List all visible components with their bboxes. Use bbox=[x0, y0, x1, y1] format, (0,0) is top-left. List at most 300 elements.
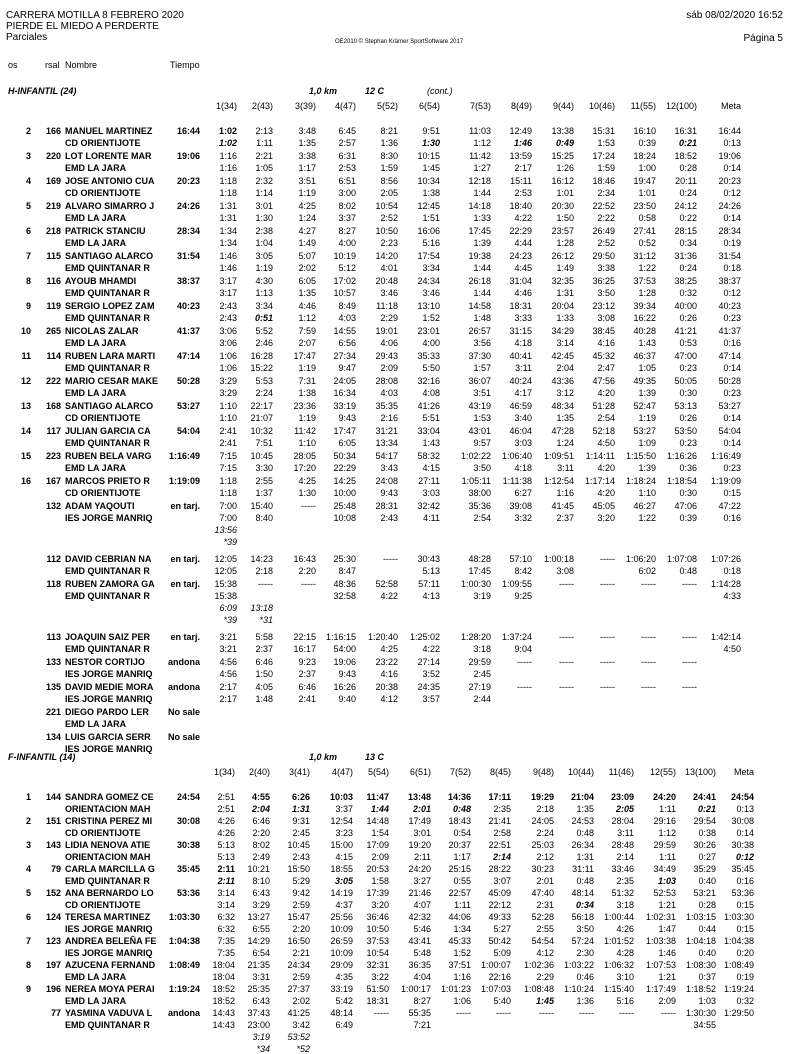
split-time: 3:56 bbox=[473, 338, 491, 348]
cumulative-time: 2:38 bbox=[255, 226, 273, 236]
cumulative-time: 33:19 bbox=[333, 401, 356, 411]
split-time: 1:01 bbox=[556, 188, 574, 198]
split-time: 1:59 bbox=[380, 163, 398, 173]
cumulative-time: ----- bbox=[539, 1008, 554, 1018]
runner-name: DAVID CEBRIAN NA bbox=[65, 554, 152, 564]
split-time: 0:26 bbox=[679, 313, 697, 323]
split-time: 1:18 bbox=[219, 188, 237, 198]
cumulative-time: 23:36 bbox=[293, 401, 316, 411]
split-time: 0:30 bbox=[679, 488, 697, 498]
split-time: 1:24 bbox=[556, 438, 574, 448]
cumulative-time: 40:41 bbox=[509, 351, 532, 361]
col-header-name: Nombre bbox=[65, 60, 98, 70]
cumulative-time: 48:14 bbox=[330, 1008, 353, 1018]
split-time: 4:13 bbox=[422, 591, 440, 601]
split-time: 34:55 bbox=[693, 1020, 716, 1030]
cumulative-time: ----- bbox=[682, 579, 697, 589]
extra-punch: *52 bbox=[296, 1044, 310, 1054]
split-time: 2:59 bbox=[292, 900, 310, 910]
split-time: 38:00 bbox=[468, 488, 491, 498]
split-time: 1:11 bbox=[454, 900, 471, 910]
split-time: 1:30 bbox=[298, 488, 316, 498]
cumulative-time: 38:25 bbox=[674, 276, 697, 286]
split-time: 2:01 bbox=[412, 804, 431, 814]
cumulative-time: 22:51 bbox=[488, 840, 511, 850]
runner-name: SANTIAGO ALARCO bbox=[65, 251, 154, 261]
split-time: 2:43 bbox=[219, 313, 237, 323]
cumulative-time: 1:03:22 bbox=[563, 960, 594, 970]
split-time: 0:15 bbox=[736, 924, 754, 934]
cumulative-time: ----- bbox=[641, 682, 656, 692]
split-time: 0:19 bbox=[736, 972, 754, 982]
cumulative-time: 6:43 bbox=[252, 888, 270, 898]
cumulative-time: 20:11 bbox=[675, 176, 697, 186]
split-time: 5:46 bbox=[413, 924, 431, 934]
split-time: 3:08 bbox=[597, 313, 615, 323]
position: 9 bbox=[25, 301, 31, 311]
split-time: 2:35 bbox=[616, 876, 634, 886]
split-time: 1:37 bbox=[255, 488, 273, 498]
split-time: 4:15 bbox=[335, 852, 353, 862]
split-time: 0:12 bbox=[723, 188, 741, 198]
split-time: 0:58 bbox=[638, 213, 656, 223]
cumulative-time: 42:32 bbox=[408, 912, 431, 922]
split-time: 0:34 bbox=[575, 900, 594, 910]
club-name: EMD LA JARA bbox=[65, 996, 127, 1006]
cumulative-time: 1:06:20 bbox=[625, 554, 656, 564]
split-time: 1:04 bbox=[255, 238, 273, 248]
split-time: 4:18 bbox=[514, 463, 532, 473]
split-time: 3:27 bbox=[413, 876, 431, 886]
cumulative-time: ----- bbox=[641, 579, 656, 589]
course-length: 1,0 km bbox=[309, 86, 338, 96]
cumulative-time: 10:32 bbox=[250, 426, 273, 436]
cumulative-time: 10:45 bbox=[287, 840, 310, 850]
page-number: Página 5 bbox=[743, 33, 783, 44]
split-time: 0:48 bbox=[576, 876, 594, 886]
control-header: 10(44) bbox=[567, 767, 594, 777]
club-name: EMD LA JARA bbox=[65, 163, 127, 173]
split-time: 3:08 bbox=[556, 566, 574, 576]
split-time: 4:12 bbox=[536, 948, 554, 958]
split-time: 1:35 bbox=[298, 138, 316, 148]
split-time: 18:52 bbox=[212, 996, 235, 1006]
cumulative-time: 3:06 bbox=[219, 326, 237, 336]
continued-label: (cont.) bbox=[427, 86, 453, 96]
runner-name: LOT LORENTE MAR bbox=[65, 151, 152, 161]
course-climb: 12 C bbox=[365, 86, 385, 96]
bib-number: 168 bbox=[45, 401, 61, 411]
split-time: 10:09 bbox=[330, 948, 353, 958]
cumulative-time: 13:10 bbox=[417, 301, 440, 311]
split-time: 1:57 bbox=[473, 363, 491, 373]
split-time: 1:16 bbox=[556, 488, 574, 498]
split-time: 3:06 bbox=[219, 338, 237, 348]
race-time: 31:54 bbox=[176, 251, 200, 261]
cumulative-time: 7:15 bbox=[219, 451, 237, 461]
split-time: 2:51 bbox=[217, 804, 235, 814]
control-header: 1(34) bbox=[215, 101, 237, 111]
split-time: 0:26 bbox=[679, 413, 697, 423]
bib-number: 132 bbox=[45, 501, 61, 511]
cumulative-time: 27:34 bbox=[333, 351, 356, 361]
cumulative-time: 28:15 bbox=[674, 226, 697, 236]
split-time: 0:14 bbox=[736, 828, 754, 838]
split-time: 1:11 bbox=[659, 852, 676, 862]
split-time: 3:11 bbox=[515, 363, 532, 373]
cumulative-time: 46:59 bbox=[509, 401, 532, 411]
runner-name: MARCOS PRIETO R bbox=[65, 476, 150, 486]
cumulative-time: 23:57 bbox=[551, 226, 574, 236]
cumulative-time: 48:14 bbox=[571, 888, 594, 898]
cumulative-time: 10:15 bbox=[417, 151, 440, 161]
position: 5 bbox=[25, 201, 31, 211]
split-time: 0:18 bbox=[723, 263, 741, 273]
split-time: 0:53 bbox=[679, 338, 697, 348]
split-time: 2:02 bbox=[292, 996, 310, 1006]
cumulative-time: 46:37 bbox=[633, 351, 656, 361]
split-time: 3:29 bbox=[252, 900, 270, 910]
control-header: 9(44) bbox=[552, 101, 574, 111]
runner-name: DAVID MEDIE MORA bbox=[65, 682, 154, 692]
split-time: 4:18 bbox=[514, 338, 532, 348]
cumulative-time: 36:35 bbox=[408, 960, 431, 970]
cumulative-time: 25:03 bbox=[531, 840, 554, 850]
split-time: 1:10 bbox=[298, 438, 316, 448]
club-name: CD ORIENTIJOTE bbox=[65, 488, 141, 498]
cumulative-time: 14:25 bbox=[333, 476, 356, 486]
split-time: 2:43 bbox=[292, 852, 310, 862]
split-time: 1:36 bbox=[576, 996, 594, 1006]
cumulative-time: 51:28 bbox=[592, 401, 615, 411]
split-time: 2:30 bbox=[576, 948, 594, 958]
cumulative-time: 33:04 bbox=[417, 426, 440, 436]
control-header: 8(49) bbox=[510, 101, 532, 111]
split-time: 3:20 bbox=[597, 513, 615, 523]
position: 5 bbox=[25, 888, 31, 898]
position: 11 bbox=[21, 351, 31, 361]
cumulative-time: 17:45 bbox=[468, 226, 491, 236]
split-time: 1:24 bbox=[298, 213, 316, 223]
split-time: 0:46 bbox=[576, 972, 594, 982]
split-time: 4:35 bbox=[335, 972, 353, 982]
race-time: 30:08 bbox=[176, 816, 200, 826]
cumulative-time: 47:00 bbox=[674, 351, 697, 361]
split-time: 2:43 bbox=[380, 513, 398, 523]
cumulative-time: 1:00:07 bbox=[480, 960, 511, 970]
extra-punch: *31 bbox=[259, 615, 273, 625]
split-time: 1:39 bbox=[473, 238, 491, 248]
cumulative-time: 7:35 bbox=[217, 936, 235, 946]
cumulative-time: 37:51 bbox=[448, 960, 471, 970]
split-time: 2:20 bbox=[252, 828, 270, 838]
split-time: 8:47 bbox=[338, 566, 356, 576]
cumulative-time: 19:20 bbox=[408, 840, 431, 850]
cumulative-time: 33:19 bbox=[330, 984, 353, 994]
cumulative-time: 22:15 bbox=[293, 632, 316, 642]
cumulative-time: 1:00:30 bbox=[460, 579, 491, 589]
race-time: 24:26 bbox=[176, 201, 200, 211]
split-time: 10:09 bbox=[330, 924, 353, 934]
race-time: 41:37 bbox=[176, 326, 200, 336]
split-time: 10:57 bbox=[333, 288, 356, 298]
split-time: 6:55 bbox=[252, 924, 270, 934]
split-time: 1:19 bbox=[298, 363, 316, 373]
position: 8 bbox=[25, 276, 31, 286]
cumulative-time: 8:56 bbox=[380, 176, 398, 186]
split-time: 6:43 bbox=[252, 996, 270, 1006]
split-time: 1:34 bbox=[453, 924, 471, 934]
cumulative-time: ----- bbox=[301, 579, 316, 589]
cumulative-time: 2:55 bbox=[255, 476, 273, 486]
race-time: 47:14 bbox=[176, 351, 200, 361]
cumulative-time: 47:56 bbox=[592, 376, 615, 386]
cumulative-time: 9:51 bbox=[422, 126, 440, 136]
bib-number: 166 bbox=[45, 126, 61, 136]
club-name: CD ORIENTIJOTE bbox=[65, 828, 141, 838]
cumulative-time: 28:08 bbox=[375, 376, 398, 386]
race-time: andona bbox=[167, 657, 200, 667]
runner-name: RUBEN LARA MARTI bbox=[65, 351, 156, 361]
split-time: 0:40 bbox=[698, 948, 716, 958]
split-time: 4:07 bbox=[413, 900, 431, 910]
split-time: 1:52 bbox=[422, 313, 440, 323]
position: 2 bbox=[25, 126, 31, 136]
bib-number: 119 bbox=[46, 301, 61, 311]
cumulative-time: 2:51 bbox=[217, 792, 235, 802]
split-time: 0:48 bbox=[576, 828, 594, 838]
cumulative-time: 3:05 bbox=[255, 251, 273, 261]
control-header: 1(34) bbox=[213, 767, 235, 777]
club-name: EMD LA JARA bbox=[65, 238, 127, 248]
cumulative-time: ----- bbox=[258, 579, 273, 589]
cumulative-time: 20:37 bbox=[448, 840, 471, 850]
cumulative-time: 40:24 bbox=[509, 376, 532, 386]
split-time: 3:20 bbox=[371, 900, 389, 910]
cumulative-time: 47:28 bbox=[551, 426, 574, 436]
split-time: 0:12 bbox=[723, 288, 741, 298]
cumulative-time: 30:43 bbox=[417, 554, 440, 564]
cumulative-time: 53:13 bbox=[674, 401, 697, 411]
split-time: 5:42 bbox=[335, 996, 353, 1006]
extra-punch: 3:19 bbox=[252, 1032, 270, 1042]
cumulative-time: 5:52 bbox=[255, 326, 273, 336]
runner-name: AZUCENA FERNAND bbox=[65, 960, 156, 970]
cumulative-time: 28:04 bbox=[611, 816, 634, 826]
split-time: 3:29 bbox=[219, 388, 237, 398]
bib-number: 220 bbox=[45, 151, 61, 161]
cumulative-time: 50:05 bbox=[674, 376, 697, 386]
split-time: 3:37 bbox=[338, 213, 356, 223]
split-time: 1:31 bbox=[576, 852, 594, 862]
cumulative-time: 31:11 bbox=[572, 864, 594, 874]
split-time: 0:34 bbox=[679, 238, 697, 248]
cumulative-time: 6:45 bbox=[338, 126, 356, 136]
cumulative-time: 49:35 bbox=[633, 376, 656, 386]
cumulative-time: 36:25 bbox=[592, 276, 615, 286]
cumulative-time: 1:03:38 bbox=[645, 936, 676, 946]
cumulative-time: 1:06:40 bbox=[501, 451, 532, 461]
cumulative-time: 24:05 bbox=[531, 816, 554, 826]
cumulative-time: 40:23 bbox=[718, 301, 741, 311]
cumulative-time: ----- bbox=[641, 632, 656, 642]
cumulative-time: 27:11 bbox=[418, 476, 440, 486]
cumulative-time: 37:53 bbox=[366, 936, 389, 946]
race-time: 1:04:38 bbox=[168, 936, 200, 946]
cumulative-time: 21:41 bbox=[488, 816, 511, 826]
cumulative-time: 1:10:24 bbox=[563, 984, 594, 994]
split-time: 3:46 bbox=[380, 288, 398, 298]
cumulative-time: 1:02:31 bbox=[645, 912, 676, 922]
cumulative-time: 40:28 bbox=[633, 326, 656, 336]
col-header-time: Tiempo bbox=[170, 60, 200, 70]
runner-name: JOSE ANTONIO CUA bbox=[65, 176, 155, 186]
cumulative-time: ----- bbox=[301, 501, 316, 511]
split-time: 7:21 bbox=[413, 1020, 431, 1030]
cumulative-time: 25:30 bbox=[333, 554, 356, 564]
cumulative-time: 52:53 bbox=[653, 888, 676, 898]
col-header-pos: os bbox=[8, 60, 18, 70]
cumulative-time: 23:50 bbox=[633, 201, 656, 211]
cumulative-time: 15:50 bbox=[287, 864, 310, 874]
cumulative-time: 24:20 bbox=[652, 792, 676, 802]
split-time: 2:20 bbox=[292, 924, 310, 934]
cumulative-time: 14:48 bbox=[366, 816, 389, 826]
cumulative-time: 1:08:48 bbox=[523, 984, 554, 994]
cumulative-time: 16:26 bbox=[333, 682, 356, 692]
split-time: 0:37 bbox=[698, 972, 716, 982]
cumulative-time: 56:18 bbox=[571, 912, 594, 922]
split-time: 3:51 bbox=[473, 388, 491, 398]
split-time: 4:12 bbox=[380, 694, 398, 704]
cumulative-time: 26:57 bbox=[468, 326, 491, 336]
event-subtitle: PIERDE EL MIEDO A PERDERTE bbox=[6, 21, 159, 32]
cumulative-time: 17:11 bbox=[488, 792, 511, 802]
control-header: 4(47) bbox=[334, 101, 356, 111]
bib-number: 265 bbox=[45, 326, 61, 336]
cumulative-time: 16:28 bbox=[250, 351, 273, 361]
split-time: 32:58 bbox=[333, 591, 356, 601]
split-time: 2:24 bbox=[536, 828, 554, 838]
cumulative-time: 12:05 bbox=[214, 554, 237, 564]
split-time: 2:55 bbox=[536, 924, 554, 934]
split-time: 0:48 bbox=[452, 804, 471, 814]
cumulative-time: 17:49 bbox=[408, 816, 431, 826]
split-time: 22:12 bbox=[488, 900, 511, 910]
runner-name: LIDIA NENOVA ATIE bbox=[65, 840, 151, 850]
split-time: 1:10 bbox=[638, 488, 656, 498]
cumulative-time: 15:00 bbox=[330, 840, 353, 850]
position: 10 bbox=[20, 326, 31, 336]
cumulative-time: ----- bbox=[496, 1008, 511, 1018]
cumulative-time: 40:00 bbox=[674, 301, 697, 311]
cumulative-time: 15:38 bbox=[214, 579, 237, 589]
cumulative-time: 39:08 bbox=[509, 501, 532, 511]
split-time: 14:43 bbox=[212, 1020, 235, 1030]
split-time: 6:56 bbox=[338, 338, 356, 348]
extra-punch: 53:52 bbox=[287, 1032, 310, 1042]
cumulative-time: 6:46 bbox=[298, 682, 316, 692]
split-time: 1:59 bbox=[597, 163, 615, 173]
split-time: 1:45 bbox=[422, 163, 440, 173]
position: 3 bbox=[25, 151, 31, 161]
runner-name: RUBEN BELA VARG bbox=[65, 451, 152, 461]
split-time: 0:14 bbox=[723, 413, 741, 423]
split-time: 1:06 bbox=[453, 996, 471, 1006]
split-time: 1:35 bbox=[556, 413, 574, 423]
split-time: 0:16 bbox=[723, 338, 741, 348]
split-time: 1:06 bbox=[219, 363, 237, 373]
cumulative-time: 1:09:51 bbox=[543, 451, 574, 461]
cumulative-time: 1:20:40 bbox=[367, 632, 398, 642]
split-time: 1:12 bbox=[658, 828, 676, 838]
split-time: 0:14 bbox=[723, 213, 741, 223]
cumulative-time: 6:32 bbox=[217, 912, 235, 922]
cumulative-time: ----- bbox=[661, 1008, 676, 1018]
split-time: 0:13 bbox=[736, 804, 754, 814]
cumulative-time: 2:17 bbox=[219, 682, 237, 692]
split-time: 3:57 bbox=[422, 694, 440, 704]
cumulative-time: 41:37 bbox=[718, 326, 741, 336]
cumulative-time: 53:36 bbox=[731, 888, 754, 898]
cumulative-time: 22:29 bbox=[509, 226, 532, 236]
cumulative-time: 52:28 bbox=[531, 912, 554, 922]
cumulative-time: 2:41 bbox=[219, 426, 237, 436]
cumulative-time: 14:43 bbox=[212, 1008, 235, 1018]
split-time: 2:14 bbox=[616, 852, 634, 862]
cumulative-time: ----- bbox=[600, 579, 615, 589]
cumulative-time: 29:59 bbox=[468, 657, 491, 667]
cumulative-time: 38:37 bbox=[718, 276, 741, 286]
split-time: 3:18 bbox=[473, 644, 491, 654]
split-time: 5:27 bbox=[493, 924, 511, 934]
split-time: 2:37 bbox=[556, 513, 574, 523]
cumulative-time: 2:32 bbox=[255, 176, 273, 186]
cumulative-time: 1:12:54 bbox=[543, 476, 574, 486]
cumulative-time: 2:13 bbox=[255, 126, 273, 136]
cumulative-time: 24:26 bbox=[718, 201, 741, 211]
split-time: 1:17 bbox=[298, 163, 316, 173]
runner-name: JOAQUIN SAIZ PER bbox=[65, 632, 151, 642]
split-time: 3:23 bbox=[335, 828, 353, 838]
split-time: 2:29 bbox=[380, 313, 398, 323]
control-header: Meta bbox=[733, 767, 754, 777]
cumulative-time: 5:07 bbox=[298, 251, 316, 261]
cumulative-time: 14:20 bbox=[375, 251, 398, 261]
split-time: 0:14 bbox=[723, 163, 741, 173]
bib-number: 222 bbox=[45, 376, 61, 386]
split-time: 4:11 bbox=[423, 513, 440, 523]
col-header-dorsal: rsal bbox=[45, 60, 60, 70]
control-header: 8(45) bbox=[489, 767, 511, 777]
split-time: 1:54 bbox=[371, 828, 389, 838]
cumulative-time: 14:18 bbox=[468, 201, 491, 211]
cumulative-time: 28:34 bbox=[718, 226, 741, 236]
cumulative-time: ----- bbox=[600, 554, 615, 564]
cumulative-time: 4:25 bbox=[298, 201, 316, 211]
cumulative-time: 15:25 bbox=[551, 151, 574, 161]
split-time: 0:39 bbox=[679, 513, 697, 523]
cumulative-time: 1:03:15 bbox=[685, 912, 716, 922]
cumulative-time: 19:47 bbox=[633, 176, 656, 186]
cumulative-time: 1:03:30 bbox=[723, 912, 754, 922]
cumulative-time: 33:46 bbox=[611, 864, 634, 874]
split-time: 3:38 bbox=[597, 263, 615, 273]
cumulative-time: 10:19 bbox=[333, 251, 356, 261]
cumulative-time: 26:34 bbox=[571, 840, 594, 850]
bib-number: 144 bbox=[45, 792, 61, 802]
cumulative-time: 8:49 bbox=[338, 301, 356, 311]
